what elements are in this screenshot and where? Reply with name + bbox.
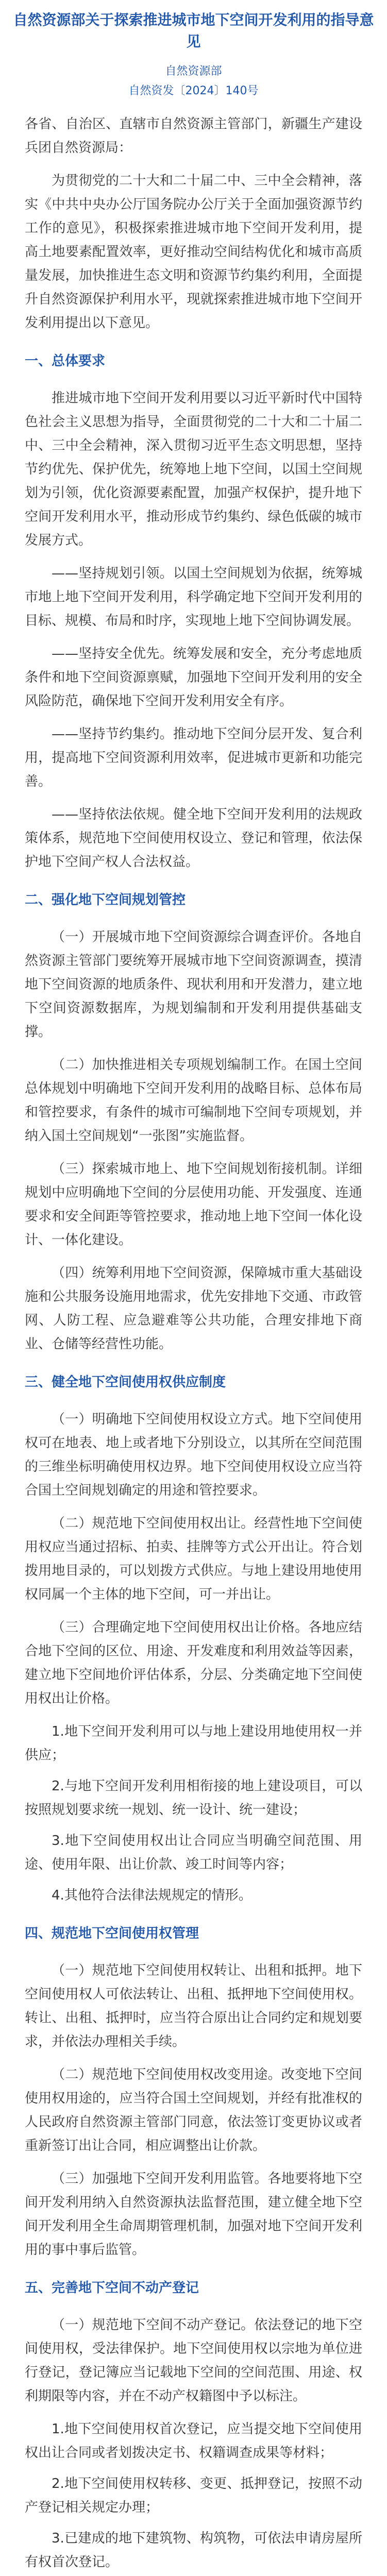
addressees: 各省、自治区、直辖市自然资源主管部门，新疆生产建设兵团自然资源局： (25, 116, 362, 156)
section-paragraph: ——坚持规划引领。以国土空间规划为依据，统筹城市地上地下空间开发利用，科学确定地下空间开发利用的目标、规模、布局和时序，实现地上地下空间协调发展。 (25, 566, 362, 629)
list-item: 3.已建成的地下建筑物、构筑物，可依法申请房屋所有权首次登记。 (25, 2531, 362, 2570)
section-paragraph: 推进城市地下空间开发利用要以习近平新时代中国特色社会主义思想为指导，全面贯彻党的二十大和二十届二中、三中全会精神，深入贯彻习近平生态文明思想，坚持节约优先、保护优先，统筹地上地下空间，以国土空间规划为引领，优化资源要素配置，加强产权保护，提升地下空间开发利用水平，推动形成节约集约、绿色低碳的城市发展方式。 (25, 391, 362, 548)
section-paragraph: （四）统筹利用地下空间资源，保障城市重大基础设施和公共服务设施用地需求，优先安排地下交通、市政管网、人防工程、应急避难等公共功能，合理安排地下商业、仓储等经营性功能。 (25, 1265, 362, 1352)
section-paragraph: （二）加快推进相关专项规划编制工作。在国土空间总体规划中明确地下空间开发利用的战略目标、总体布局和管控要求，有条件的城市可编制地下空间专项规划，并纳入国土空间规划“一张图”实施监督。 (25, 1057, 362, 1144)
section-2 (25, 888, 362, 1356)
list-item: 3.地下空间使用权出让合同应当明确空间范围、用途、使用年限、出让价款、竣工时间等内容； (25, 1833, 362, 1872)
section-paragraph: ——坚持节约集约。推动地下空间分层开发、复合利用，提高地下空间资源利用效率，促进城市更新和功能完善。 (25, 726, 362, 789)
section-1 (25, 349, 362, 874)
section-paragraph: （一）规范地下空间使用权转让、出租和抵押。地下空间使用权人可依法转让、出租、抵押地下空间使用权。转让、出租、抵押时，应当符合原出让合同约定和规划要求，并依法办理相关手续。 (25, 1963, 362, 2049)
intro-paragraph: 为贯彻党的二十大和二十届二中、三中全会精神，落实《中共中央办公厅国务院办公厅关于全面加强资源节约工作的意见》，积极探索推进城市地下空间开发利用，提高土地要素配置效率，更好推动空间结构优化和城市高质量发展，加快推进生态文明和资源节约集约利用，全面提升自然资源保护利用水平，现就探索推进城市地下空间开发利用提出以下意见。 (25, 173, 362, 331)
issuer-name: 自然资源部 (165, 65, 222, 78)
section-paragraph: （一）开展城市地下空间资源综合调查评价。各地自然资源主管部门要统筹开展城市地下空间资源调查，摸清地下空间资源的地质条件、现状利用和开发潜力，建立地下空间资源数据库，为规划编制和开发利用提供基础支撑。 (25, 929, 362, 1040)
list-item: 2.与地下空间开发利用相衔接的地上建设项目，可以按照规划要求统一规划、统一设计、统一建设； (25, 1778, 362, 1818)
section-paragraph: （三）加强地下空间开发利用监管。各地要将地下空间开发利用纳入自然资源执法监督范围，建立健全地下空间开发利用全生命周期管理机制，加强对地下空间开发利用的事中事后监管。 (25, 2171, 362, 2258)
section-3 (25, 1370, 362, 1907)
document-number: 自然资发〔2024〕140号 (128, 84, 259, 97)
document-title: 自然资源部关于探索推进城市地下空间开发利用的指导意见 (13, 11, 374, 50)
section-paragraph: ——坚持依法依规。健全地下空间开发利用的法规政策体系，规范地下空间使用权设立、登记和管理，依法保护地下空间产权人合法权益。 (25, 807, 362, 870)
section-4 (25, 1922, 362, 2262)
list-item: 1.地下空间使用权首次登记，应当提交地下空间使用权出让合同或者划拨决定书、权籍调查成果等材料； (25, 2421, 362, 2461)
section-heading: 五、完善地下空间不动产登记 (25, 2280, 199, 2296)
section-paragraph: （一）规范地下空间不动产登记。依法登记的地下空间使用权，受法律保护。地下空间使用权以宗地为单位进行登记，登记簿应当记载地下空间的空间范围、用途、权利期限等内容，并在不动产权籍图中予以标注。 (25, 2317, 362, 2404)
section-heading: 一、总体要求 (25, 353, 106, 369)
document-body (0, 112, 387, 2576)
list-item: 4.其他符合法律法规规定的情形。 (52, 1888, 252, 1903)
list-item: 2.地下空间使用权转移、变更、抵押登记，按照不动产登记相关规定办理； (25, 2476, 362, 2515)
section-paragraph: （二）规范地下空间使用权出让。经营性地下空间使用权应当通过招标、拍卖、挂牌等方式公开出让。符合划拨用地目录的，可以划拨方式供应。与地上建设用地使用权同属一个主体的地下空间，可一并出让。 (25, 1516, 362, 1602)
section-paragraph: ——坚持安全优先。统筹发展和安全，充分考虑地质条件和地下空间资源禀赋，加强地下空间开发利用的安全风险防范，确保地下空间开发利用安全有序。 (25, 646, 362, 709)
section-heading: 二、强化地下空间规划管控 (25, 892, 186, 908)
section-paragraph: （一）明确地下空间使用权设立方式。地下空间使用权可在地表、地上或者地下分别设立，以其所在空间范围的三维坐标明确使用权边界。地下空间使用权设立应当符合国土空间规划确定的用途和管控要求。 (25, 1412, 362, 1498)
section-paragraph: （三）探索城市地上、地下空间规划衔接机制。详细规划中应明确地下空间的分层使用功能、开发强度、连通要求和安全间距等管控要求，推动地上地下空间一体化设计、一体化建设。 (25, 1161, 362, 1248)
list-item: 1.地下空间开发利用可以与地上建设用地使用权一并供应； (25, 1724, 362, 1763)
section-heading: 四、规范地下空间使用权管理 (25, 1926, 199, 1941)
section-heading: 三、健全地下空间使用权供应制度 (25, 1375, 226, 1390)
section-paragraph: （二）规范地下空间使用权改变用途。改变地下空间使用权用途的，应当符合国土空间规划，并经有批准权的人民政府自然资源主管部门同意，依法签订变更协议或者重新签订出让合同，相应调整出让价款。 (25, 2067, 362, 2154)
section-paragraph: （三）合理确定地下空间使用权出让价格。各地应结合地下空间的区位、用途、开发难度和利用效益等因素，建立地下空间地价评估体系，分层、分类确定地下空间使用权出让价格。 (25, 1620, 362, 1706)
section-5 (25, 2276, 362, 2576)
